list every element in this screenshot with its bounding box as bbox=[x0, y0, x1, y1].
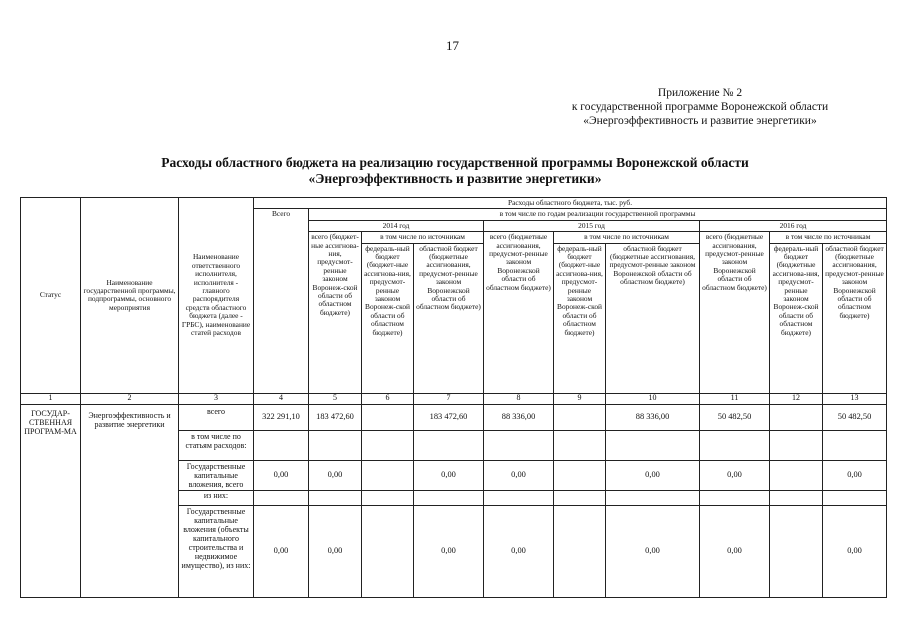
header-regional-2014: областной бюджет (бюджетные ассигнования, предусмот-ренные законом Воронежской области об областном бюджете) bbox=[414, 243, 484, 393]
annex-line-1: Приложение № 2 bbox=[657, 87, 743, 99]
column-number: 9 bbox=[554, 393, 606, 404]
cell-2016-federal bbox=[770, 404, 823, 430]
cell-total: 322 291,10 bbox=[254, 404, 309, 430]
header-expenses: Расходы областного бюджета, тыс. руб. bbox=[254, 198, 887, 209]
page-number: 17 bbox=[446, 38, 459, 53]
column-number-row bbox=[21, 393, 887, 404]
title-line-1: Расходы областного бюджета на реализацию государственной программы Воронежской области bbox=[161, 155, 749, 170]
cell-2014-total: 0,00 bbox=[309, 460, 362, 490]
table-row bbox=[21, 404, 887, 430]
column-number: 1 bbox=[21, 393, 81, 404]
header-total-2014: всего (бюджет-ные ассигнова-ния, предусмот-ренные законом Воронеж-ской области об областном бюджете) bbox=[309, 232, 362, 393]
header-by-years: в том числе по годам реализации государственной программы bbox=[309, 209, 887, 220]
cell-2014-total: 0,00 bbox=[309, 505, 362, 597]
row-label: в том числе по статьям расходов: bbox=[179, 430, 254, 460]
cell-2015-total: 0,00 bbox=[484, 505, 554, 597]
cell-2015-regional: 0,00 bbox=[606, 460, 700, 490]
header-executor-name: Наименование ответственного исполнителя, исполнителя - главного распорядителя средств областного бюджета (далее - ГРБС), наименование статей расходов bbox=[179, 198, 254, 394]
cell-2016-total: 0,00 bbox=[700, 460, 770, 490]
header-federal-2015: федераль-ный бюджет (бюджет-ные ассигнова-ния, предусмот-ренные законом Воронеж-ской области об областном бюджете) bbox=[554, 243, 606, 393]
header-year-2015: 2015 год bbox=[484, 220, 700, 231]
cell-2016-regional: 50 482,50 bbox=[823, 404, 887, 430]
cell-2015-regional: 88 336,00 bbox=[606, 404, 700, 430]
column-number: 7 bbox=[414, 393, 484, 404]
header-regional-2016: областной бюджет (бюджетные ассигнования, предусмот-ренные законом Воронежской области об областном бюджете) bbox=[823, 243, 887, 393]
cell-2016-federal bbox=[770, 460, 823, 490]
cell-2016-total: 50 482,50 bbox=[700, 404, 770, 430]
column-number: 8 bbox=[484, 393, 554, 404]
cell-2016-regional: 0,00 bbox=[823, 505, 887, 597]
cell-2015-total: 88 336,00 bbox=[484, 404, 554, 430]
cell-2015-regional: 0,00 bbox=[606, 505, 700, 597]
cell-total: 0,00 bbox=[254, 505, 309, 597]
row-status: ГОСУДАР-СТВЕННАЯ ПРОГРАМ-МА bbox=[21, 404, 81, 597]
cell-2014-regional: 0,00 bbox=[414, 505, 484, 597]
column-number: 10 bbox=[606, 393, 700, 404]
cell-2015-total: 0,00 bbox=[484, 460, 554, 490]
row-program: Энергоэффективность и развитие энергетики bbox=[81, 404, 179, 597]
header-total-2016: всего (бюджетные ассигнования, предусмот-ренные законом Воронежской области об областном бюджете) bbox=[700, 232, 770, 393]
cell-2014-federal bbox=[362, 404, 414, 430]
annex-header bbox=[540, 86, 860, 128]
column-number: 11 bbox=[700, 393, 770, 404]
title-line-2: «Энергоэффективность и развитие энергетики» bbox=[308, 171, 602, 186]
cell-2016-regional: 0,00 bbox=[823, 460, 887, 490]
header-program-name: Наименование государственной программы, подпрограммы, основного мероприятия bbox=[81, 198, 179, 394]
column-number: 2 bbox=[81, 393, 179, 404]
cell-2014-regional: 183 472,60 bbox=[414, 404, 484, 430]
header-total: Всего bbox=[254, 209, 309, 393]
header-year-2014: 2014 год bbox=[309, 220, 484, 231]
expenses-table bbox=[20, 197, 887, 598]
cell-2014-regional: 0,00 bbox=[414, 460, 484, 490]
row-label: всего bbox=[179, 404, 254, 430]
column-number: 12 bbox=[770, 393, 823, 404]
row-label: Государственные капитальные вложения, всего bbox=[179, 460, 254, 490]
header-sources-2014: в том числе по источникам bbox=[362, 232, 484, 243]
cell-2015-federal bbox=[554, 505, 606, 597]
header-regional-2015: областной бюджет (бюджетные ассигнования, предусмот-ренные законом Воронежской области об областном бюджете) bbox=[606, 243, 700, 393]
header-year-2016: 2016 год bbox=[700, 220, 887, 231]
header-status: Статус bbox=[21, 198, 81, 394]
cell-2015-federal bbox=[554, 404, 606, 430]
column-number: 6 bbox=[362, 393, 414, 404]
row-label: Государственные капитальные вложения (объекты капитального строительства и недвижимое имущество), из них: bbox=[179, 505, 254, 597]
header-federal-2014: федераль-ный бюджет (бюджет-ные ассигнова-ния, предусмот-ренные законом Воронеж-ской области об областном бюджете) bbox=[362, 243, 414, 393]
annex-line-3: «Энергоэффективность и развитие энергетики» bbox=[583, 115, 817, 127]
column-number: 4 bbox=[254, 393, 309, 404]
header-federal-2016: федераль-ный бюджет (бюджетные ассигнова-ния, предусмот-ренные законом Воронеж-ской области об областном бюджете) bbox=[770, 243, 823, 393]
row-label: из них: bbox=[179, 490, 254, 505]
annex-line-2: к государственной программе Воронежской области bbox=[571, 101, 829, 113]
header-sources-2015: в том числе по источникам bbox=[554, 232, 700, 243]
cell-2015-federal bbox=[554, 460, 606, 490]
cell-2016-federal bbox=[770, 505, 823, 597]
cell-2014-federal bbox=[362, 460, 414, 490]
cell-2014-federal bbox=[362, 505, 414, 597]
cell-2014-total: 183 472,60 bbox=[309, 404, 362, 430]
column-number: 5 bbox=[309, 393, 362, 404]
column-number: 13 bbox=[823, 393, 887, 404]
cell-total: 0,00 bbox=[254, 460, 309, 490]
header-total-2015: всего (бюджетные ассигнования, предусмот-ренные законом Воронежской области об областном бюджете) bbox=[484, 232, 554, 393]
header-sources-2016: в том числе по источникам bbox=[770, 232, 887, 243]
document-title bbox=[60, 155, 850, 187]
cell-2016-total: 0,00 bbox=[700, 505, 770, 597]
column-number: 3 bbox=[179, 393, 254, 404]
